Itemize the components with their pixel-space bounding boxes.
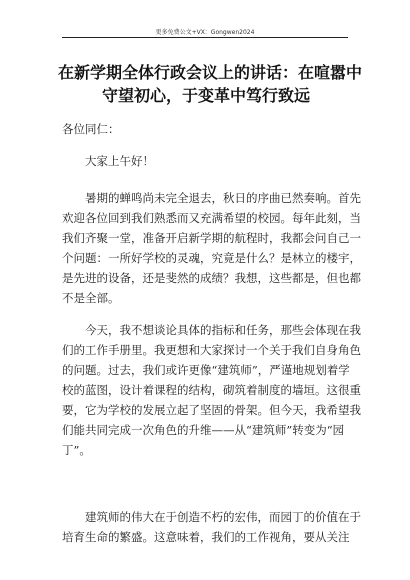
paragraph-line: 要，它为学校的发展立起了坚固的骨架。但今天，我希望我	[62, 403, 361, 417]
paragraph-gardener	[62, 507, 361, 547]
page-header-note: 更多免费公文+VX：Gongwen2024	[155, 29, 255, 36]
header-rule	[62, 37, 348, 38]
title-line: 守望初心，于变革中笃行致远	[101, 86, 310, 105]
paragraph-greeting	[62, 151, 354, 171]
paragraph-line: 们能共同完成一次角色的升维——从“建筑师”转变为“园	[62, 423, 345, 437]
paragraph-opening	[62, 188, 361, 308]
paragraph-role	[62, 320, 361, 460]
paragraph-line: 培育生命的繁盛。这意味着，我们的工作视角，要从关注	[62, 530, 350, 544]
paragraph-line: 个问题：一所好学校的灵魂，究竟是什么？是林立的楼宇，	[62, 251, 361, 265]
paragraph-line: 不是全部。	[62, 291, 120, 305]
paragraph-line: 大家上午好！	[85, 154, 154, 168]
paragraph-line: 校的蓝图，设计着课程的结构，砌筑着制度的墙垣。这很重	[62, 383, 361, 397]
document-title	[58, 61, 363, 107]
paragraph-line: 们的工作手册里。我更想和大家探讨一个关于我们自身角色	[62, 343, 361, 357]
paragraph-line: 欢迎各位回到我们熟悉而又充满希望的校园。每年此刻，当	[62, 211, 361, 225]
paragraph-line: 我们齐聚一堂，准备开启新学期的航程时，我都会问自己一	[62, 231, 361, 245]
salutation: 各位同仁：	[62, 122, 120, 136]
paragraph-line: 建筑师的伟大在于创造不朽的宏伟，而园丁的价值在于	[85, 510, 361, 524]
paragraph-line: 暑期的蝉鸣尚未完全退去，秋日的序曲已然奏响。首先	[85, 191, 361, 205]
paragraph-line: 今天，我不想谈论具体的指标和任务，那些会体现在我	[85, 323, 361, 337]
paragraph-line: 丁”。	[62, 443, 91, 457]
paragraph-line: 的问题。过去，我们或许更像“建筑师”，严谨地规划着学	[62, 363, 350, 377]
paragraph-line: 是先进的设备，还是斐然的成绩？我想，这些都是，但也都	[62, 271, 361, 285]
title-line: 在新学期全体行政会议上的讲话：在喧嚣中	[58, 63, 363, 82]
